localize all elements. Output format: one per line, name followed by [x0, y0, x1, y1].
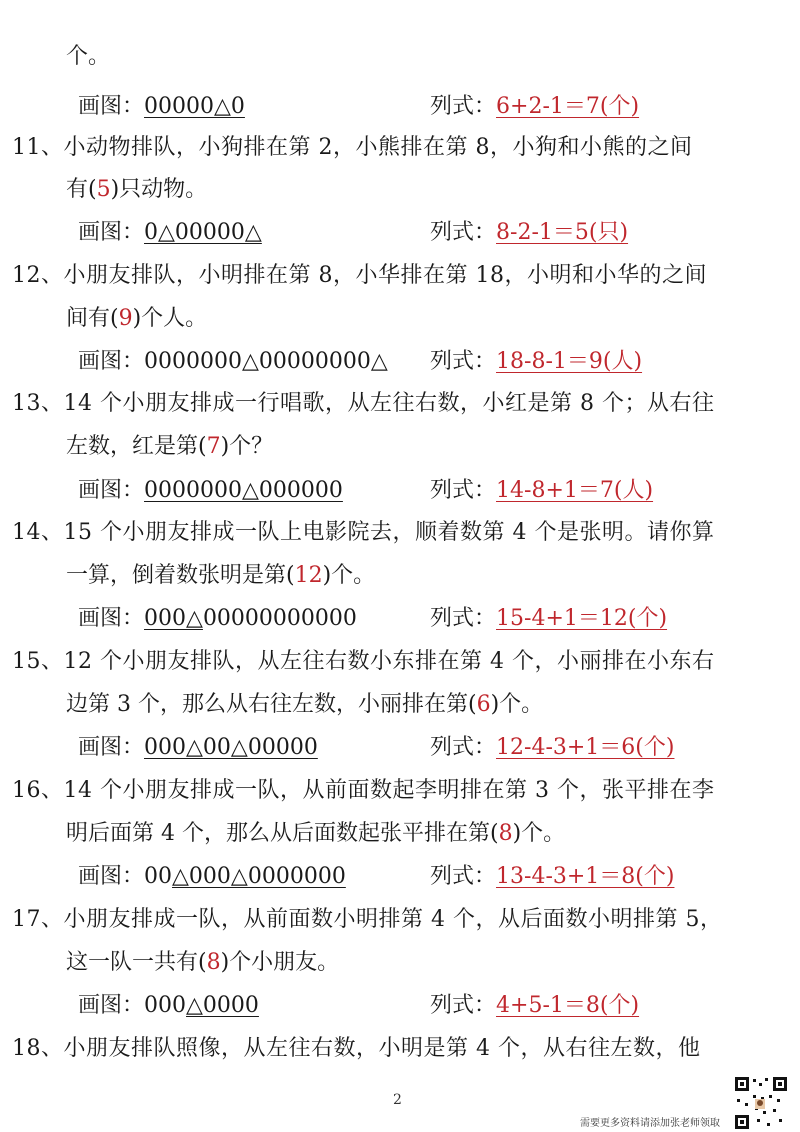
answer-blank: 5 — [96, 177, 111, 202]
question-14-line2: 一算，倒着数张明是第(12)个。 — [66, 563, 376, 588]
formula-label: 列式： — [430, 349, 497, 374]
question-16-line1: 16、14 个小朋友排成一队，从前面数起李明排在第 3 个，张平排在李 — [12, 778, 715, 803]
formula-label: 列式： — [430, 864, 497, 889]
formula-block — [430, 476, 653, 506]
formula-answer: 15-4+1＝12(个) — [496, 606, 668, 631]
draw-row-13: 画图：0000000△000000 列式：14-8+1＝7(人) — [78, 476, 800, 506]
footer-note: 需要更多资料请添加张老师领取 — [580, 1118, 720, 1129]
draw-label: 画图： — [78, 864, 145, 889]
draw-row-15: 画图：000△00△00000 列式：12-4-3+1＝6(个) — [78, 733, 800, 763]
formula-label: 列式： — [430, 606, 497, 631]
answer-blank: 6 — [476, 692, 491, 717]
continuation-line: 个。 — [66, 44, 111, 69]
question-12-line1: 12、小朋友排队，小明排在第 8，小华排在第 18，小明和小华的之间 — [12, 263, 707, 288]
draw-label: 画图： — [78, 993, 145, 1018]
question-13-line2: 左数，红是第(7)个？ — [66, 434, 274, 459]
answer-blank: 7 — [206, 434, 221, 459]
formula-answer: 6+2-1＝7(个) — [496, 94, 640, 119]
page-number: 2 — [393, 1092, 402, 1108]
draw-label: 画图： — [78, 735, 145, 760]
draw-row-11 — [78, 218, 800, 248]
question-15-line1: 15、12 个小朋友排队，从左往右数小东排在第 4 个，小丽排在小东右 — [12, 649, 715, 674]
formula-label: 列式： — [430, 993, 497, 1018]
formula-block — [430, 991, 639, 1021]
formula-label: 列式： — [430, 478, 497, 503]
answer-blank: 8 — [498, 821, 513, 846]
formula-answer: 12-4-3+1＝6(个) — [496, 735, 675, 760]
answer-blank: 8 — [206, 950, 221, 975]
draw-value-underlined: 00000△0 — [144, 94, 245, 119]
qr-code-icon — [733, 1075, 789, 1131]
question-16-line2: 明后面第 4 个，那么从后面数起张平排在第(8)个。 — [66, 821, 566, 846]
question-11-line1: 11、小动物排队，小狗排在第 2，小熊排在第 8，小狗和小熊的之间 — [12, 135, 693, 160]
formula-label: 列式： — [430, 94, 497, 119]
formula-block — [430, 218, 628, 248]
answer-blank: 12 — [294, 563, 323, 588]
draw-value-underlined: 0△00000△ — [144, 220, 262, 245]
formula-block — [430, 92, 639, 122]
formula-answer: 14-8+1＝7(人) — [496, 478, 654, 503]
answer-blank: 9 — [118, 306, 133, 331]
question-14-line1: 14、15 个小朋友排成一队上电影院去，顺着数第 4 个是张明。请你算 — [12, 520, 715, 545]
question-11-line2: 有(5)只动物。 — [66, 177, 208, 202]
formula-label: 列式： — [430, 735, 497, 760]
draw-label: 画图： — [78, 220, 145, 245]
question-18-line1: 18、小朋友排队照像，从左往右数，小明是第 4 个，从右往左数，他 — [12, 1036, 701, 1061]
draw-row-16: 画图：00△000△0000000 列式：13-4-3+1＝8(个) — [78, 862, 800, 892]
question-12-line2: 间有(9)个人。 — [66, 306, 208, 331]
formula-block — [430, 733, 674, 763]
draw-label: 画图： — [78, 94, 145, 119]
formula-answer: 4+5-1＝8(个) — [496, 993, 640, 1018]
formula-answer: 8-2-1＝5(只) — [496, 220, 629, 245]
formula-block — [430, 604, 667, 634]
formula-answer: 13-4-3+1＝8(个) — [496, 864, 675, 889]
formula-label: 列式： — [430, 220, 497, 245]
question-17-line2: 这一队一共有(8)个小朋友。 — [66, 950, 340, 975]
formula-block — [430, 347, 642, 377]
formula-block — [430, 862, 674, 892]
draw-row-12: 画图：0000000△00000000△ 列式：18-8-1＝9(人) — [78, 347, 800, 377]
draw-row-17: 画图：000△0000 列式：4+5-1＝8(个) — [78, 991, 800, 1021]
draw-label: 画图： — [78, 606, 145, 631]
draw-row-10 — [78, 92, 800, 122]
formula-answer: 18-8-1＝9(人) — [496, 349, 643, 374]
draw-row-14: 画图：000△00000000000 列式：15-4+1＝12(个) — [78, 604, 800, 634]
question-15-line2: 边第 3 个，那么从右往左数，小丽排在第(6)个。 — [66, 692, 544, 717]
question-13-line1: 13、14 个小朋友排成一行唱歌，从左往右数，小红是第 8 个；从右往 — [12, 391, 715, 416]
draw-label: 画图： — [78, 478, 145, 503]
draw-label: 画图： — [78, 349, 145, 374]
question-17-line1: 17、小朋友排成一队，从前面数小明排第 4 个，从后面数小明排第 5， — [12, 907, 723, 932]
